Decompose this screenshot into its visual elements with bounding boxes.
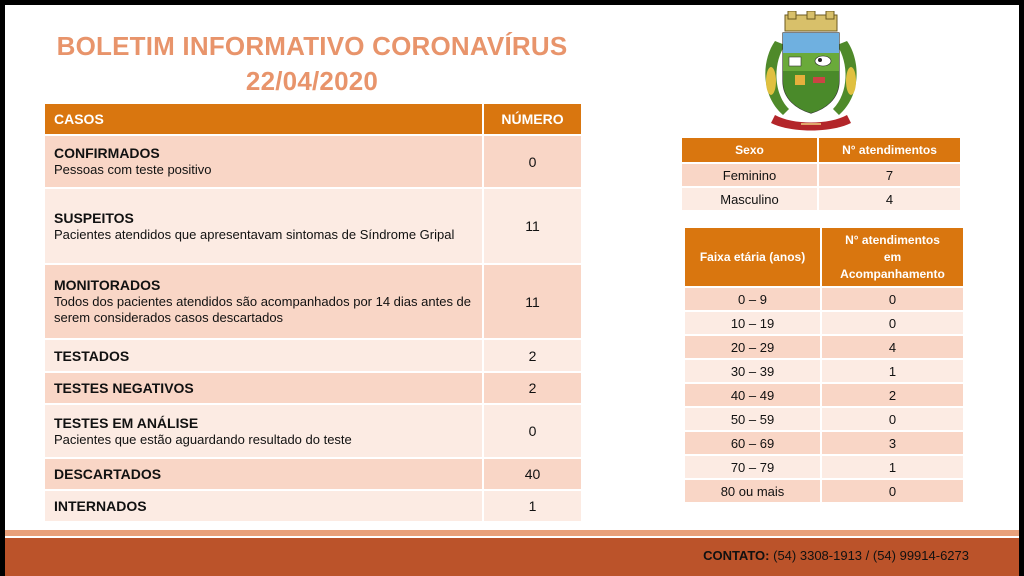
table-row (685, 430, 963, 454)
table-row (45, 489, 581, 521)
sex-count: 7 (819, 162, 960, 186)
case-category: INTERNADOS (54, 498, 147, 514)
age-range: 40 – 49 (685, 382, 822, 406)
cases-table-header (45, 104, 581, 134)
table-row (45, 457, 581, 489)
age-count-header-line2: em (883, 249, 902, 264)
case-description: Pessoas com teste positivo (54, 162, 212, 177)
case-value: 2 (484, 371, 581, 403)
case-category: TESTES NEGATIVOS (54, 380, 194, 396)
case-category: CONFIRMADOS (54, 145, 160, 161)
case-value: 2 (484, 338, 581, 371)
case-cell (45, 489, 484, 521)
case-cell (45, 134, 484, 187)
municipal-coat-of-arms-icon (753, 11, 869, 135)
case-value: 0 (484, 403, 581, 457)
age-range: 70 – 79 (685, 454, 822, 478)
table-row (45, 403, 581, 457)
cases-table (45, 104, 581, 521)
table-row (45, 338, 581, 371)
case-value: 40 (484, 457, 581, 489)
case-value: 11 (484, 187, 581, 263)
case-value: 1 (484, 489, 581, 521)
case-category: TESTADOS (54, 347, 130, 364)
contact-phones: (54) 3308-1913 / (54) 99914-6273 (773, 548, 969, 563)
slide (5, 5, 1019, 576)
table-row (685, 382, 963, 406)
case-cell (45, 371, 484, 403)
case-cell (45, 187, 484, 263)
sex-count-header: N° atendimentos (819, 138, 960, 162)
cases-header-number: NÚMERO (484, 104, 581, 134)
page-title: BOLETIM INFORMATIVO CORONAVÍRUS (56, 31, 568, 61)
age-range: 0 – 9 (685, 286, 822, 310)
age-range-header: Faixa etária (anos) (685, 228, 822, 286)
case-cell (45, 338, 484, 371)
age-count: 2 (822, 382, 963, 406)
case-category: MONITORADOS (54, 277, 161, 293)
table-row (685, 358, 963, 382)
age-count: 0 (822, 478, 963, 502)
sex-table-header (682, 138, 960, 162)
case-value: 0 (484, 134, 581, 187)
case-cell (45, 403, 484, 457)
footer-stripe (5, 530, 1019, 536)
sex-count: 4 (819, 186, 960, 210)
footer (5, 538, 1019, 576)
table-row (682, 186, 960, 210)
age-range: 50 – 59 (685, 406, 822, 430)
age-count: 1 (822, 358, 963, 382)
table-row (45, 187, 581, 263)
sex-label: Feminino (682, 162, 819, 186)
table-row (685, 310, 963, 334)
age-count: 0 (822, 406, 963, 430)
case-cell (45, 457, 484, 489)
age-count-header (822, 228, 963, 286)
age-count-header-line1: N° atendimentos (845, 232, 940, 247)
table-row (45, 371, 581, 403)
sex-header: Sexo (682, 138, 819, 162)
age-range: 10 – 19 (685, 310, 822, 334)
case-description: Todos dos pacientes atendidos são acompanhados por 14 dias antes de serem considerados casos descartados (54, 294, 472, 325)
case-category: SUSPEITOS (54, 209, 134, 226)
table-row (45, 134, 581, 187)
case-value: 11 (484, 263, 581, 338)
contact-info (703, 548, 969, 563)
table-row (685, 406, 963, 430)
case-description: Pacientes que estão aguardando resultado do teste (54, 431, 352, 447)
age-count: 0 (822, 286, 963, 310)
age-range: 80 ou mais (685, 478, 822, 502)
sex-table (682, 138, 960, 210)
contact-label: CONTATO: (703, 548, 770, 563)
age-count: 4 (822, 334, 963, 358)
age-range: 60 – 69 (685, 430, 822, 454)
table-row (685, 286, 963, 310)
case-category: TESTES EM ANÁLISE (54, 414, 199, 431)
age-count-header-line3: Acompanhamento (840, 266, 945, 281)
age-table-header (685, 228, 963, 286)
age-count: 1 (822, 454, 963, 478)
age-table (685, 228, 963, 502)
case-description: Pacientes atendidos que apresentavam sintomas de Síndrome Gripal (54, 226, 455, 242)
table-row (685, 334, 963, 358)
age-count: 0 (822, 310, 963, 334)
table-row (682, 162, 960, 186)
table-row (685, 454, 963, 478)
sex-label: Masculino (682, 186, 819, 210)
age-count: 3 (822, 430, 963, 454)
case-cell (45, 263, 484, 338)
cases-header-category: CASOS (45, 104, 484, 134)
age-range: 30 – 39 (685, 358, 822, 382)
bulletin-date: 22/04/2020 (245, 66, 379, 96)
table-row (45, 263, 581, 338)
table-row (685, 478, 963, 502)
age-range: 20 – 29 (685, 334, 822, 358)
case-category: DESCARTADOS (54, 466, 162, 482)
